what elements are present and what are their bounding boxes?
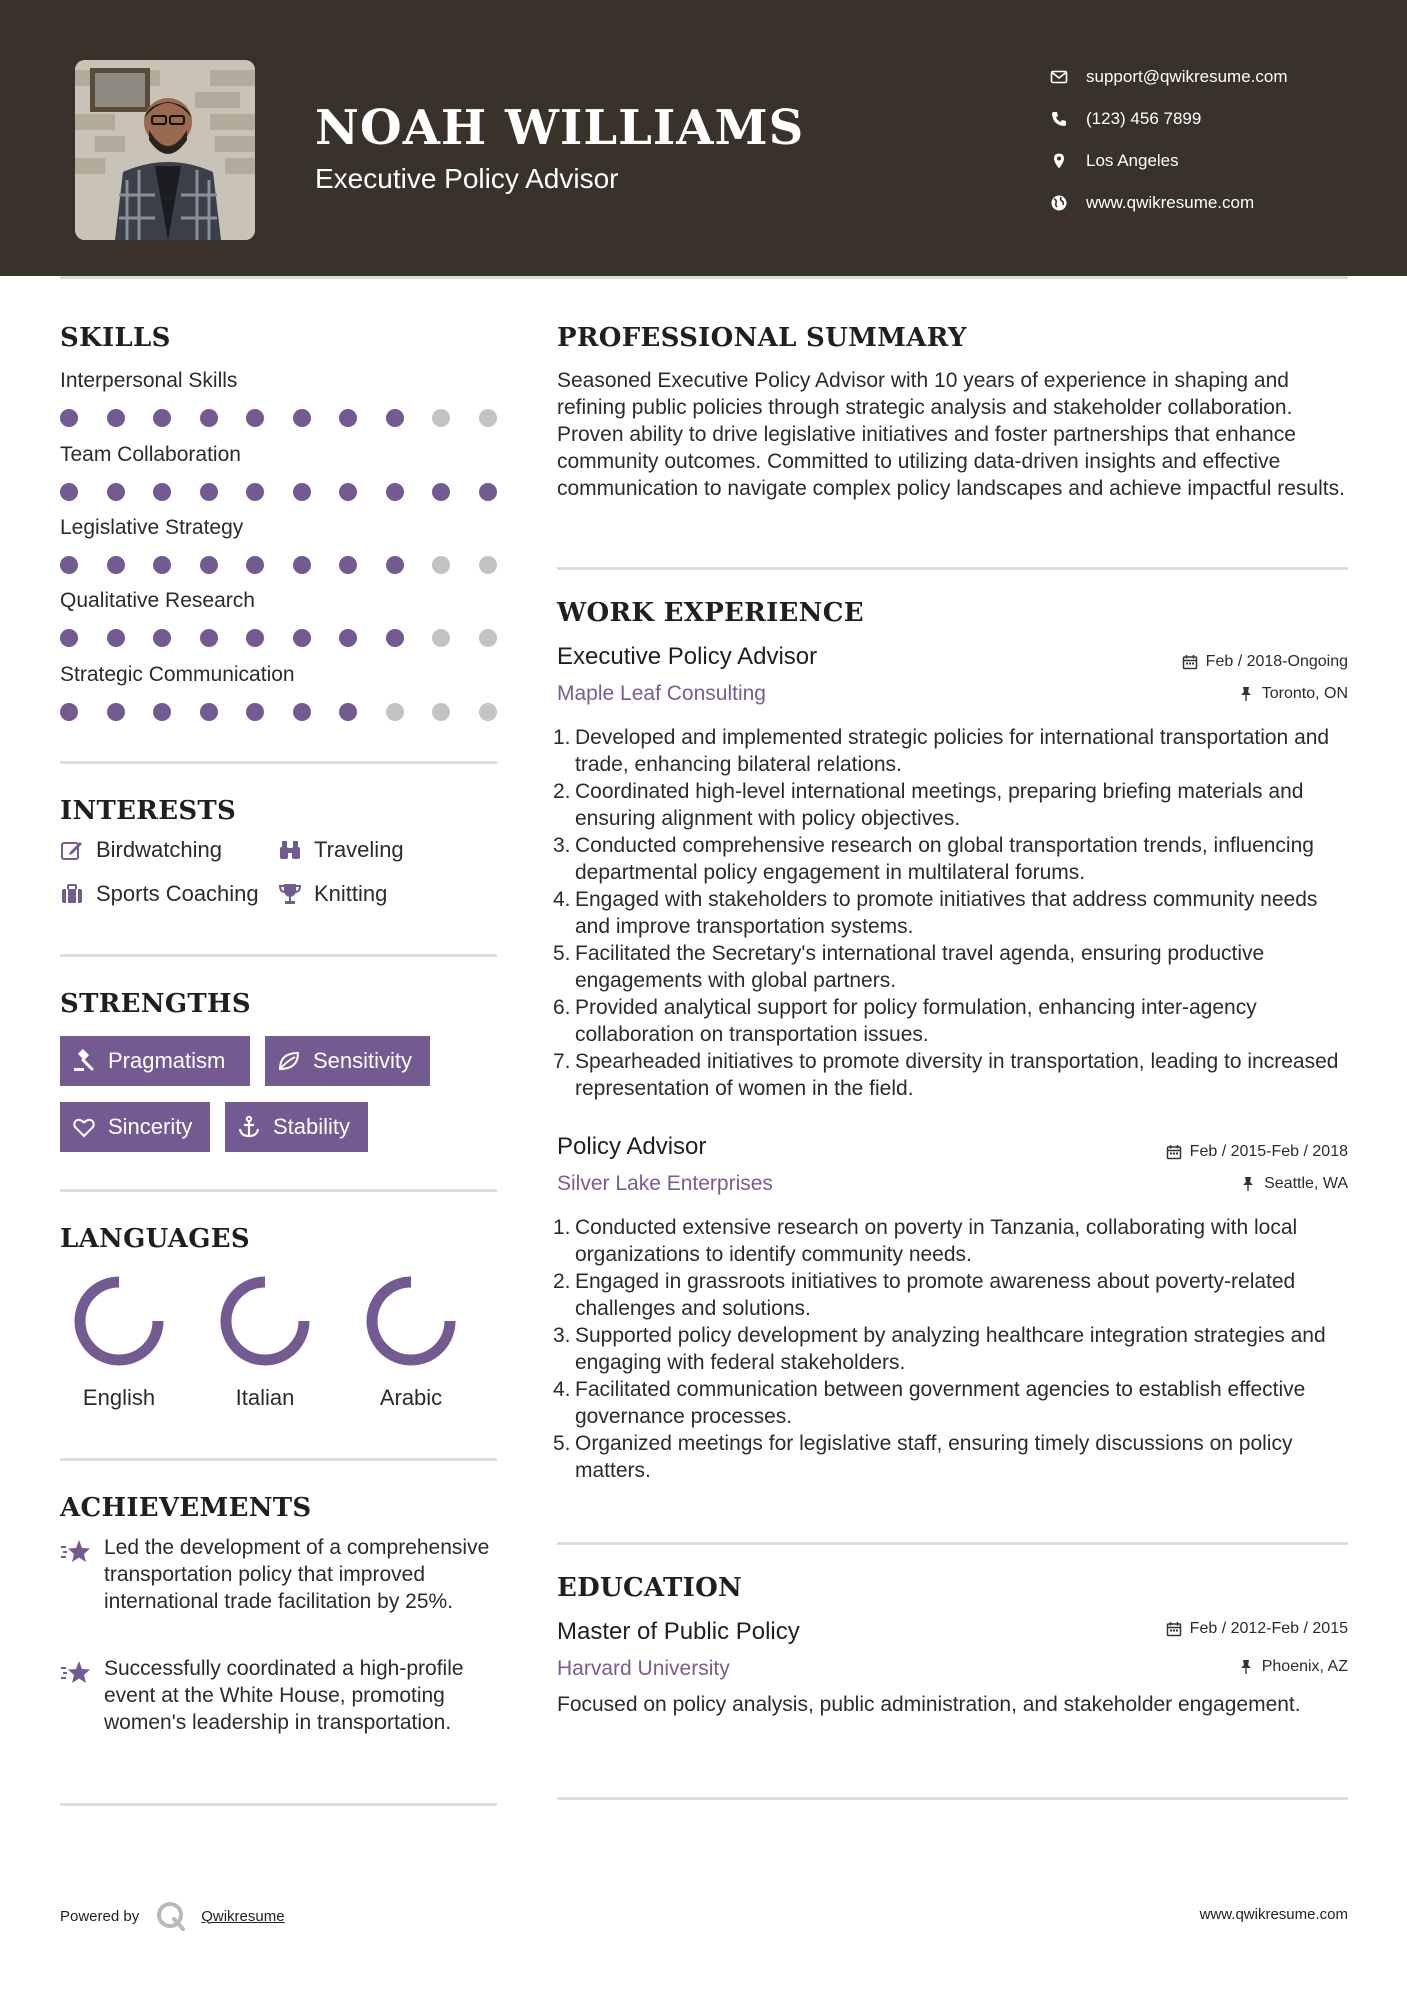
candidate-name: NOAH WILLIAMS [315, 100, 805, 156]
achievements-heading: ACHIEVEMENTS [60, 1493, 312, 1523]
language-gauge [361, 1271, 461, 1371]
skill-dot-filled [339, 483, 357, 501]
job-bullet: 5. Organized meetings for legislative staff, ensuring timely discussions on policy matters. [553, 1432, 1293, 1482]
contact-phone-text: (123) 456 7899 [1086, 109, 1202, 128]
contact-website-text: www.qwikresume.com [1086, 193, 1255, 212]
strength-label: Stability [273, 1114, 351, 1139]
contact-website[interactable] [1050, 182, 1288, 224]
school-name: Harvard University [557, 1657, 730, 1680]
job-bullet: 4. Facilitated communication between government agencies to establish effective governance processes. [553, 1378, 1306, 1428]
strengths-heading: STRENGTHS [60, 989, 251, 1019]
skill-dot-filled [386, 629, 404, 647]
pushpin-icon [1238, 1659, 1254, 1675]
skill-dot-filled [107, 703, 125, 721]
skill-item [60, 589, 500, 659]
job-dates [1182, 653, 1348, 671]
language-name: English [82, 1385, 156, 1410]
job-bullet: 2. Engaged in grassroots initiatives to promote awareness about poverty-related challenges and solutions. [553, 1270, 1296, 1320]
achievement-text: Led the development of a comprehensive transportation policy that improved international trade facilitation by 25%. [104, 1536, 490, 1613]
binoculars-icon [278, 838, 302, 862]
job-bullet-text: Provided analytical support for policy formulation, enhancing inter-agency collaboration on transportation issues. [575, 996, 1257, 1046]
skill-dot-empty [479, 409, 497, 427]
company-name: Silver Lake Enterprises [557, 1172, 773, 1195]
job-bullet-text: Facilitated the Secretary's international travel agenda, ensuring productive engagements with global partners. [575, 942, 1265, 992]
skill-dot-filled [293, 483, 311, 501]
brand-link[interactable]: Qwikresume [201, 1907, 285, 1925]
language-name: Arabic [379, 1385, 443, 1410]
skill-dot-filled [107, 556, 125, 574]
interest-item [60, 881, 259, 907]
job-bullet-text: Supported policy development by analyzing healthcare integration strategies and engaging with federal stakeholders. [575, 1324, 1326, 1374]
calendar-icon [1166, 1144, 1182, 1160]
achievement-item [60, 1655, 500, 1736]
achievement-item [60, 1534, 500, 1615]
education-location [1238, 1658, 1348, 1676]
calendar-icon [1182, 654, 1198, 670]
job-bullet: 3. Supported policy development by analyzing healthcare integration strategies and engaging with federal stakeholders. [553, 1324, 1326, 1374]
footer-powered-by [60, 1900, 285, 1932]
skill-dot-filled [60, 556, 78, 574]
summary-text: Seasoned Executive Policy Advisor with 10 years of experience in shaping and refining public policies through strategic analysis and stakeholder collaboration. Proven ability to drive legislative initiatives and foster partnerships that enhance community outcomes. Committed to utilizing data-driven insights and effective communication to navigate complex policy landscapes and achieve impactful results. [557, 369, 1345, 500]
pushpin-icon [1238, 686, 1254, 702]
job-bullet-text: Developed and implemented strategic policies for international transportation and trade, enhancing bilateral relations. [575, 726, 1330, 776]
job-bullet-text: Conducted comprehensive research on global transportation trends, influencing departmental policy engagement in multilateral forums. [575, 834, 1314, 884]
language-proficiency-arc [80, 1282, 158, 1360]
skill-dot-filled [246, 483, 264, 501]
job-bullet-text: Conducted extensive research on poverty in Tanzania, collaborating with local organizations to identify community needs. [575, 1216, 1298, 1266]
language-item [59, 1271, 179, 1411]
skill-dot-filled [60, 483, 78, 501]
skill-dot-empty [479, 703, 497, 721]
resume-header [0, 0, 1407, 276]
skill-item [60, 663, 500, 733]
job-bullet: 5. Facilitated the Secretary's international travel agenda, ensuring productive engagements with global partners. [553, 942, 1265, 992]
phone-icon [1050, 110, 1068, 128]
skill-dot-filled [153, 483, 171, 501]
strength-label: Pragmatism [108, 1048, 226, 1073]
job-bullet: 1. Developed and implemented strategic policies for international transportation and trade, enhancing bilateral relations. [553, 726, 1330, 776]
job-title: Executive Policy Advisor [557, 643, 818, 670]
job-location-text: Toronto, ON [1261, 685, 1348, 702]
heart-icon [72, 1115, 96, 1139]
job-bullet-text: Engaged in grassroots initiatives to promote awareness about poverty-related challenges and solutions. [575, 1270, 1296, 1320]
language-item [351, 1271, 471, 1411]
job-bullet: 4. Engaged with stakeholders to promote initiatives that address community needs and improve transportation systems. [553, 888, 1318, 938]
languages-heading: LANGUAGES [60, 1224, 250, 1254]
skill-dot-filled [246, 409, 264, 427]
skill-dot-empty [432, 409, 450, 427]
company-name: Maple Leaf Consulting [557, 682, 766, 705]
interest-label: Birdwatching [96, 837, 222, 862]
skill-dot-filled [339, 703, 357, 721]
skill-dot-filled [200, 629, 218, 647]
section-divider [60, 1458, 497, 1461]
skill-dot-filled [153, 629, 171, 647]
achievement-text: Successfully coordinated a high-profile event at the White House, promoting women's leadership in transportation. [104, 1657, 464, 1734]
briefcase-icon [60, 882, 84, 906]
skill-item [60, 516, 500, 586]
skill-rating [60, 629, 500, 659]
education-heading: EDUCATION [557, 1573, 743, 1603]
job-bullet: 7. Spearheaded initiatives to promote diversity in transportation, leading to increased representation of women in the field. [553, 1050, 1339, 1100]
section-divider [60, 954, 497, 957]
summary-heading: PROFESSIONAL SUMMARY [557, 323, 967, 353]
section-divider [60, 761, 497, 764]
skills-heading: SKILLS [60, 323, 171, 353]
skill-dot-empty [386, 703, 404, 721]
job-dates-text: Feb / 2015-Feb / 2018 [1189, 1143, 1348, 1160]
skill-dot-filled [200, 703, 218, 721]
footer-website[interactable]: www.qwikresume.com [1199, 1906, 1348, 1923]
interest-item [278, 881, 387, 907]
skill-dot-filled [339, 409, 357, 427]
section-divider [557, 567, 1348, 570]
skill-dot-filled [153, 409, 171, 427]
skill-name: Team Collaboration [60, 443, 241, 466]
degree-title: Master of Public Policy [557, 1618, 800, 1645]
strength-tag [225, 1102, 368, 1152]
map-marker-icon [1050, 152, 1068, 170]
skill-dot-filled [107, 483, 125, 501]
skill-dot-filled [339, 556, 357, 574]
experience-heading: WORK EXPERIENCE [557, 598, 864, 628]
trophy-icon [278, 882, 302, 906]
skill-dot-filled [60, 409, 78, 427]
language-gauge [69, 1271, 169, 1371]
skill-dot-filled [200, 556, 218, 574]
edit-icon [60, 838, 84, 862]
header-divider [60, 276, 1348, 279]
education-dates [1166, 1620, 1348, 1638]
skill-dot-filled [386, 409, 404, 427]
job-location-text: Seattle, WA [1264, 1175, 1348, 1192]
profile-photo [75, 60, 255, 240]
strength-label: Sensitivity [313, 1048, 413, 1073]
job-bullet-text: Coordinated high-level international meetings, preparing briefing materials and ensuring alignment with policy objectives. [575, 780, 1304, 830]
education-description: Focused on policy analysis, public administration, and stakeholder engagement. [557, 1693, 1301, 1716]
anchor-icon [237, 1115, 261, 1139]
job-bullets [553, 1214, 1348, 1484]
skill-dot-empty [479, 556, 497, 574]
language-gauge [215, 1271, 315, 1371]
job-title: Policy Advisor [557, 1133, 707, 1160]
language-proficiency-arc [372, 1282, 450, 1360]
star-icon [60, 1659, 92, 1687]
skill-dot-filled [293, 703, 311, 721]
skill-dot-filled [60, 703, 78, 721]
skill-dot-filled [432, 483, 450, 501]
calendar-icon [1166, 1621, 1182, 1637]
skill-rating [60, 703, 500, 733]
interest-label: Traveling [314, 837, 404, 862]
skill-dot-filled [339, 629, 357, 647]
globe-icon [1050, 194, 1068, 212]
contact-email-text: support@qwikresume.com [1086, 67, 1288, 86]
skill-dot-empty [432, 556, 450, 574]
skill-dot-filled [386, 556, 404, 574]
language-name: Italian [235, 1385, 295, 1410]
job-location [1240, 1175, 1348, 1193]
strength-label: Sincerity [108, 1114, 193, 1139]
job-bullet: 6. Provided analytical support for policy formulation, enhancing inter-agency collaboration on transportation issues. [553, 996, 1257, 1046]
skill-dot-filled [153, 556, 171, 574]
skill-dot-filled [200, 483, 218, 501]
contact-list [1050, 56, 1288, 224]
skill-dot-filled [293, 556, 311, 574]
interest-item [60, 837, 222, 863]
powered-by-label: Powered by [60, 1907, 140, 1925]
education-dates-text: Feb / 2012-Feb / 2015 [1189, 1620, 1348, 1637]
star-icon [60, 1538, 92, 1566]
skill-dot-filled [107, 629, 125, 647]
job-bullet-text: Organized meetings for legislative staff, ensuring timely discussions on policy matters. [575, 1432, 1293, 1482]
skill-dot-empty [432, 629, 450, 647]
contact-email[interactable] [1050, 56, 1288, 98]
education-location-text: Phoenix, AZ [1261, 1658, 1348, 1675]
gavel-icon [72, 1049, 96, 1073]
envelope-icon [1050, 68, 1068, 86]
skill-item [60, 369, 500, 439]
job-bullet-text: Spearheaded initiatives to promote diversity in transportation, leading to increased representation of women in the field. [575, 1050, 1339, 1100]
skill-rating [60, 483, 500, 513]
qwikresume-logo-icon [155, 1900, 187, 1932]
skill-dot-filled [479, 483, 497, 501]
interests-heading: INTERESTS [60, 796, 237, 826]
skill-rating [60, 409, 500, 439]
skill-dot-filled [246, 703, 264, 721]
job-bullet: 2. Coordinated high-level international meetings, preparing briefing materials and ensuring alignment with policy objectives. [553, 780, 1304, 830]
interest-label: Sports Coaching [96, 881, 259, 906]
section-divider [557, 1542, 1348, 1545]
job-location [1238, 685, 1348, 703]
skill-name: Strategic Communication [60, 663, 295, 686]
skill-name: Legislative Strategy [60, 516, 244, 539]
strength-tag [265, 1036, 430, 1086]
section-divider [557, 1797, 1348, 1800]
job-bullet-text: Facilitated communication between government agencies to establish effective governance processes. [575, 1378, 1306, 1428]
section-divider [60, 1803, 497, 1806]
job-bullet: 3. Conducted comprehensive research on global transportation trends, influencing departmental policy engagement in multilateral forums. [553, 834, 1314, 884]
contact-phone[interactable] [1050, 98, 1288, 140]
skill-dot-filled [386, 483, 404, 501]
skill-dot-filled [293, 629, 311, 647]
pushpin-icon [1240, 1176, 1256, 1192]
contact-location [1050, 140, 1288, 182]
skill-item [60, 443, 500, 513]
candidate-role: Executive Policy Advisor [315, 163, 619, 194]
language-item [205, 1271, 325, 1411]
job-bullet-text: Engaged with stakeholders to promote initiatives that address community needs and improve transportation systems. [575, 888, 1318, 938]
interest-label: Knitting [314, 881, 388, 906]
section-divider [60, 1189, 497, 1192]
skill-dot-empty [432, 703, 450, 721]
strength-tag [60, 1036, 250, 1086]
skill-name: Interpersonal Skills [60, 369, 238, 392]
strength-tag [60, 1102, 210, 1152]
job-bullet: 1. Conducted extensive research on poverty in Tanzania, collaborating with local organizations to identify community needs. [553, 1216, 1298, 1266]
job-dates [1166, 1143, 1348, 1161]
skill-name: Qualitative Research [60, 589, 255, 612]
job-dates-text: Feb / 2018-Ongoing [1205, 653, 1348, 670]
skill-dot-filled [153, 703, 171, 721]
job-bullets [553, 724, 1348, 1102]
skill-dot-filled [246, 556, 264, 574]
contact-location-text: Los Angeles [1086, 151, 1179, 170]
skill-dot-filled [293, 409, 311, 427]
interest-item [278, 837, 404, 863]
skill-rating [60, 556, 500, 586]
skill-dot-filled [107, 409, 125, 427]
language-proficiency-arc [226, 1282, 304, 1360]
skill-dot-filled [200, 409, 218, 427]
skill-dot-empty [479, 629, 497, 647]
leaf-icon [277, 1049, 301, 1073]
skill-dot-filled [60, 629, 78, 647]
skill-dot-filled [246, 629, 264, 647]
